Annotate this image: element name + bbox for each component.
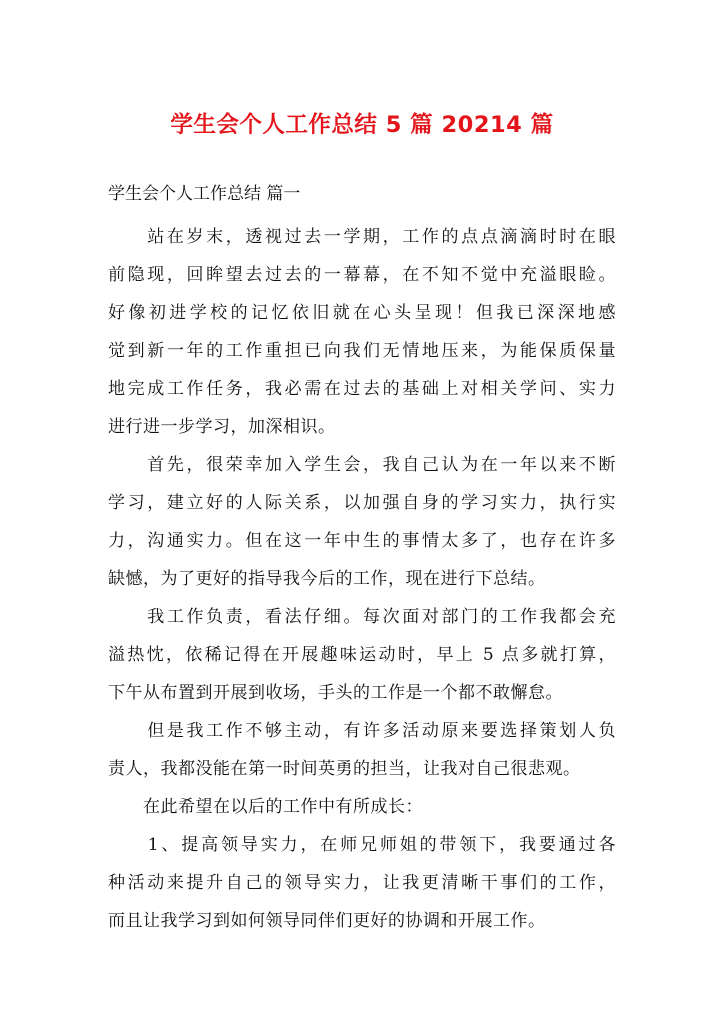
paragraph-line: 首先，很荣幸加入学生会，我自己认为在一年以来不断	[108, 455, 616, 475]
paragraph-5	[108, 788, 616, 826]
paragraph-line: 责人，我都没能在第一时间英勇的担当，让我对自己很悲观。	[108, 759, 581, 779]
section-heading: 学生会个人工作总结 篇一	[108, 184, 301, 204]
paragraph-line: 下午从布置到开展到收场，手头的工作是一个都不敢懈怠。	[108, 683, 563, 703]
document-title: 学生会个人工作总结 5 篇 20214 篇	[170, 112, 554, 138]
paragraph-6	[108, 826, 616, 940]
paragraph-line: 在此希望在以后的工作中有所成长：	[108, 797, 423, 817]
paragraph-4	[108, 712, 616, 788]
paragraph-line: 而且让我学习到如何领导同伴们更好的协调和开展工作。	[108, 911, 546, 931]
paragraph-line: 前隐现，回眸望去过去的一幕幕，在不知不觉中充溢眼睑。	[108, 265, 616, 285]
paragraph-line: 地完成工作任务，我必需在过去的基础上对相关学问、实力	[108, 379, 616, 399]
paragraph-line: 缺憾，为了更好的指导我今后的工作，现在进行下总结。	[108, 569, 546, 589]
paragraph-1	[108, 218, 616, 446]
paragraph-line: 我工作负责，看法仔细。每次面对部门的工作我都会充	[108, 607, 616, 627]
paragraph-line: 1、提高领导实力，在师兄师姐的带领下，我要通过各	[108, 835, 616, 855]
paragraph-line: 站在岁末，透视过去一学期，工作的点点滴滴时时在眼	[108, 227, 616, 247]
paragraph-line: 但是我工作不够主动，有许多活动原来要选择策划人负	[108, 721, 616, 741]
paragraph-line: 觉到新一年的工作重担已向我们无情地压来，为能保质保量	[108, 341, 616, 361]
paragraph-line: 好像初进学校的记忆依旧就在心头呈现！但我已深深地感	[108, 303, 616, 323]
paragraph-line: 溢热忱，依稀记得在开展趣味运动时，早上 5 点多就打算，	[108, 645, 616, 665]
paragraph-line: 学习，建立好的人际关系，以加强自身的学习实力，执行实	[108, 493, 616, 513]
paragraph-2	[108, 446, 616, 598]
paragraph-line: 进行进一步学习，加深相识。	[108, 417, 336, 437]
paragraph-line: 力，沟通实力。但在这一年中生的事情太多了，也存在许多	[108, 531, 616, 551]
paragraph-line: 种活动来提升自己的领导实力，让我更清晰干事们的工作，	[108, 873, 616, 893]
paragraph-3	[108, 598, 616, 712]
